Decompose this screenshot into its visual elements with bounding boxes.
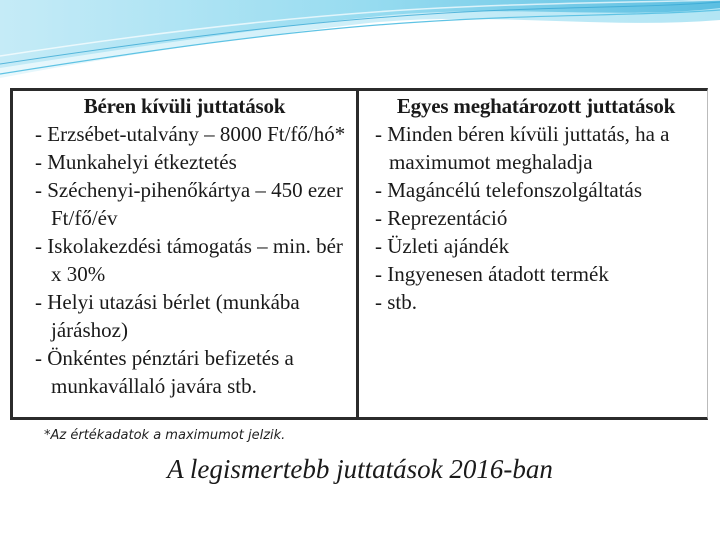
specific-benefits-list: [375, 120, 701, 316]
fringe-benefits-column: [13, 91, 359, 417]
list-item: - Minden béren kívüli juttatás, ha a maximumot meghaladja: [375, 122, 670, 174]
fringe-benefits-header: Béren kívüli juttatások: [83, 94, 286, 118]
benefits-table: [10, 88, 708, 420]
list-item: - Önkéntes pénztári befizetés a munkavállaló javára stb.: [35, 346, 294, 398]
list-item: - Ingyenesen átadott termék: [375, 262, 609, 286]
list-item: - Munkahelyi étkeztetés: [35, 150, 237, 174]
specific-benefits-header: Egyes meghatározott juttatások: [396, 94, 676, 118]
list-item: - Széchenyi-pihenőkártya – 450 ezer Ft/fő/év: [35, 178, 343, 230]
decorative-wave-banner: [0, 0, 720, 80]
list-item: - Helyi utazási bérlet (munkába járáshoz): [35, 290, 300, 342]
list-item: - Iskolakezdési támogatás – min. bér x 30%: [35, 234, 343, 286]
list-item: - stb.: [375, 290, 417, 314]
slide-caption: A legismertebb juttatások 2016-ban: [167, 454, 553, 484]
specific-benefits-column: [359, 91, 707, 417]
list-item: - Reprezentáció: [375, 206, 508, 230]
list-item: - Magáncélú telefonszolgáltatás: [375, 178, 643, 202]
list-item: - Üzleti ajándék: [375, 234, 510, 258]
list-item: - Erzsébet-utalvány – 8000 Ft/fő/hó*: [35, 122, 346, 146]
footnote: *Az értékadatok a maximumot jelzik.: [44, 428, 286, 443]
fringe-benefits-list: [35, 120, 348, 400]
